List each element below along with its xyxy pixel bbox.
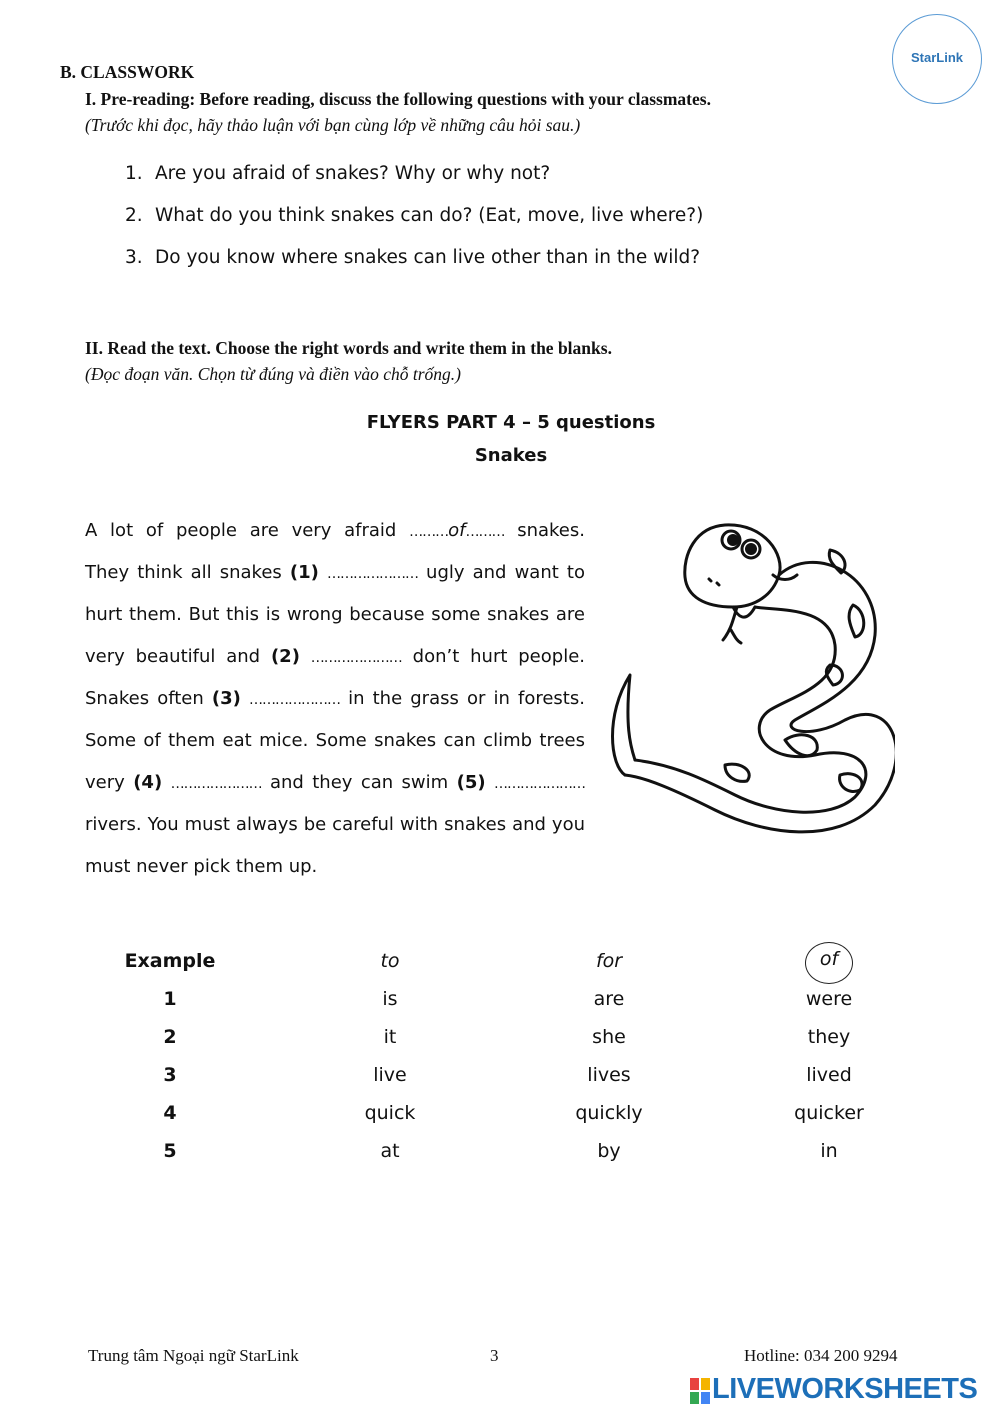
passage-line <box>85 552 585 594</box>
option[interactable]: live <box>373 1064 407 1086</box>
answer-blank-2[interactable]: ………………… <box>310 650 402 666</box>
row-label: Example <box>124 950 216 972</box>
passage-line <box>85 678 585 720</box>
option-of-selected[interactable]: of <box>819 948 839 970</box>
part1-heading: I. Pre-reading: Before reading, discuss the following questions with your classmates. <box>85 89 711 109</box>
passage-text: in the grass or in forests. <box>348 688 585 709</box>
section-title: B. CLASSWORK <box>60 62 195 82</box>
option[interactable]: are <box>593 988 625 1010</box>
row-label: 4 <box>163 1102 177 1124</box>
option[interactable]: it <box>383 1026 397 1048</box>
answer-blank-1[interactable]: ………………… <box>326 566 418 582</box>
question-text: What do you think snakes can do? (Eat, move, live where?) <box>155 205 704 226</box>
table-row-example <box>0 950 999 980</box>
answer-blank-3[interactable]: ………………… <box>248 692 340 708</box>
question-1 <box>125 163 550 184</box>
table-row <box>0 988 999 1018</box>
blank-dots: ……… <box>409 524 449 540</box>
option[interactable]: quick <box>364 1102 416 1124</box>
question-3 <box>125 247 700 268</box>
snake-illustration <box>605 515 895 845</box>
option[interactable]: quicker <box>794 1102 864 1124</box>
row-label: 2 <box>163 1026 177 1048</box>
blank-number: (5) <box>456 772 486 793</box>
part1-subheading: (Trước khi đọc, hãy thảo luận với bạn cùng lớp về những câu hỏi sau.) <box>85 115 581 135</box>
passage-text: Some of them eat mice. Some snakes can climb trees <box>85 730 585 751</box>
blank-number: (2) <box>270 646 300 667</box>
exercise-title: FLYERS PART 4 – 5 questions <box>366 412 656 433</box>
option[interactable]: in <box>820 1140 838 1162</box>
liveworksheets-brand <box>690 1375 990 1407</box>
passage-line <box>85 804 585 846</box>
passage-text: must never pick them up. <box>85 856 318 877</box>
option[interactable]: lived <box>806 1064 852 1086</box>
row-label: 5 <box>163 1140 177 1162</box>
footer-hotline: Hotline: 034 200 9294 <box>744 1346 898 1365</box>
blank-number: (3) <box>211 688 241 709</box>
brand-text: LIVEWORKSHEETS <box>712 1373 978 1405</box>
passage-text: snakes. <box>517 520 585 541</box>
passage-text: very <box>85 772 125 793</box>
exercise-subtitle: Snakes <box>474 445 548 466</box>
passage-text: Snakes often <box>85 688 204 709</box>
option[interactable]: is <box>382 988 398 1010</box>
part2-subheading: (Đọc đoạn văn. Chọn từ đúng và điền vào chỗ trống.) <box>85 364 462 384</box>
example-blank <box>409 520 504 541</box>
part2-heading: II. Read the text. Choose the right words and write them in the blanks. <box>85 338 612 358</box>
answer-blank-4[interactable]: ………………… <box>170 776 262 792</box>
question-text: Are you afraid of snakes? Why or why not? <box>155 163 551 184</box>
table-row <box>0 1026 999 1056</box>
page-number: 3 <box>490 1346 499 1365</box>
reading-passage <box>85 510 585 888</box>
liveworksheets-icon <box>690 1378 710 1404</box>
question-2 <box>125 205 703 226</box>
question-number: 3. <box>125 247 143 268</box>
question-number: 1. <box>125 163 143 184</box>
blank-number: (1) <box>289 562 319 583</box>
passage-text: ugly and want to <box>426 562 585 583</box>
option[interactable]: at <box>380 1140 400 1162</box>
blank-number: (4) <box>133 772 163 793</box>
passage-text: A lot of people are very afraid <box>85 520 397 541</box>
options-table <box>0 950 999 1180</box>
option-to[interactable]: to <box>380 950 400 972</box>
row-label: 1 <box>163 988 177 1010</box>
question-number: 2. <box>125 205 143 226</box>
passage-text: very beautiful and <box>85 646 261 667</box>
logo-text: StarLink <box>910 50 963 65</box>
passage-line <box>85 720 585 762</box>
passage-line <box>85 510 585 552</box>
passage-line <box>85 846 585 888</box>
passage-text: rivers. You must always be careful with snakes and you <box>85 814 585 835</box>
passage-text: don’t hurt people. <box>412 646 585 667</box>
option[interactable]: quickly <box>575 1102 643 1124</box>
row-label: 3 <box>163 1064 177 1086</box>
example-answer: of <box>448 520 466 541</box>
passage-text: and they can swim <box>269 772 449 793</box>
option-for[interactable]: for <box>595 950 623 972</box>
passage-line <box>85 636 585 678</box>
table-row <box>0 1064 999 1094</box>
option[interactable]: they <box>807 1026 851 1048</box>
passage-text: They think all snakes <box>85 562 282 583</box>
option[interactable]: were <box>805 988 853 1010</box>
answer-blank-5[interactable]: ………………… <box>494 776 585 792</box>
option[interactable]: she <box>592 1026 626 1048</box>
blank-dots: ……… <box>465 524 505 540</box>
starlink-logo <box>892 14 982 104</box>
passage-line <box>85 594 585 636</box>
footer-left: Trung tâm Ngoại ngữ StarLink <box>88 1346 299 1365</box>
passage-text: hurt them. But this is wrong because some snakes are <box>85 604 585 625</box>
table-row <box>0 1102 999 1132</box>
passage-line <box>85 762 585 804</box>
table-row <box>0 1140 999 1170</box>
option[interactable]: lives <box>587 1064 631 1086</box>
option[interactable]: by <box>597 1140 621 1162</box>
question-text: Do you know where snakes can live other than in the wild? <box>155 247 701 268</box>
